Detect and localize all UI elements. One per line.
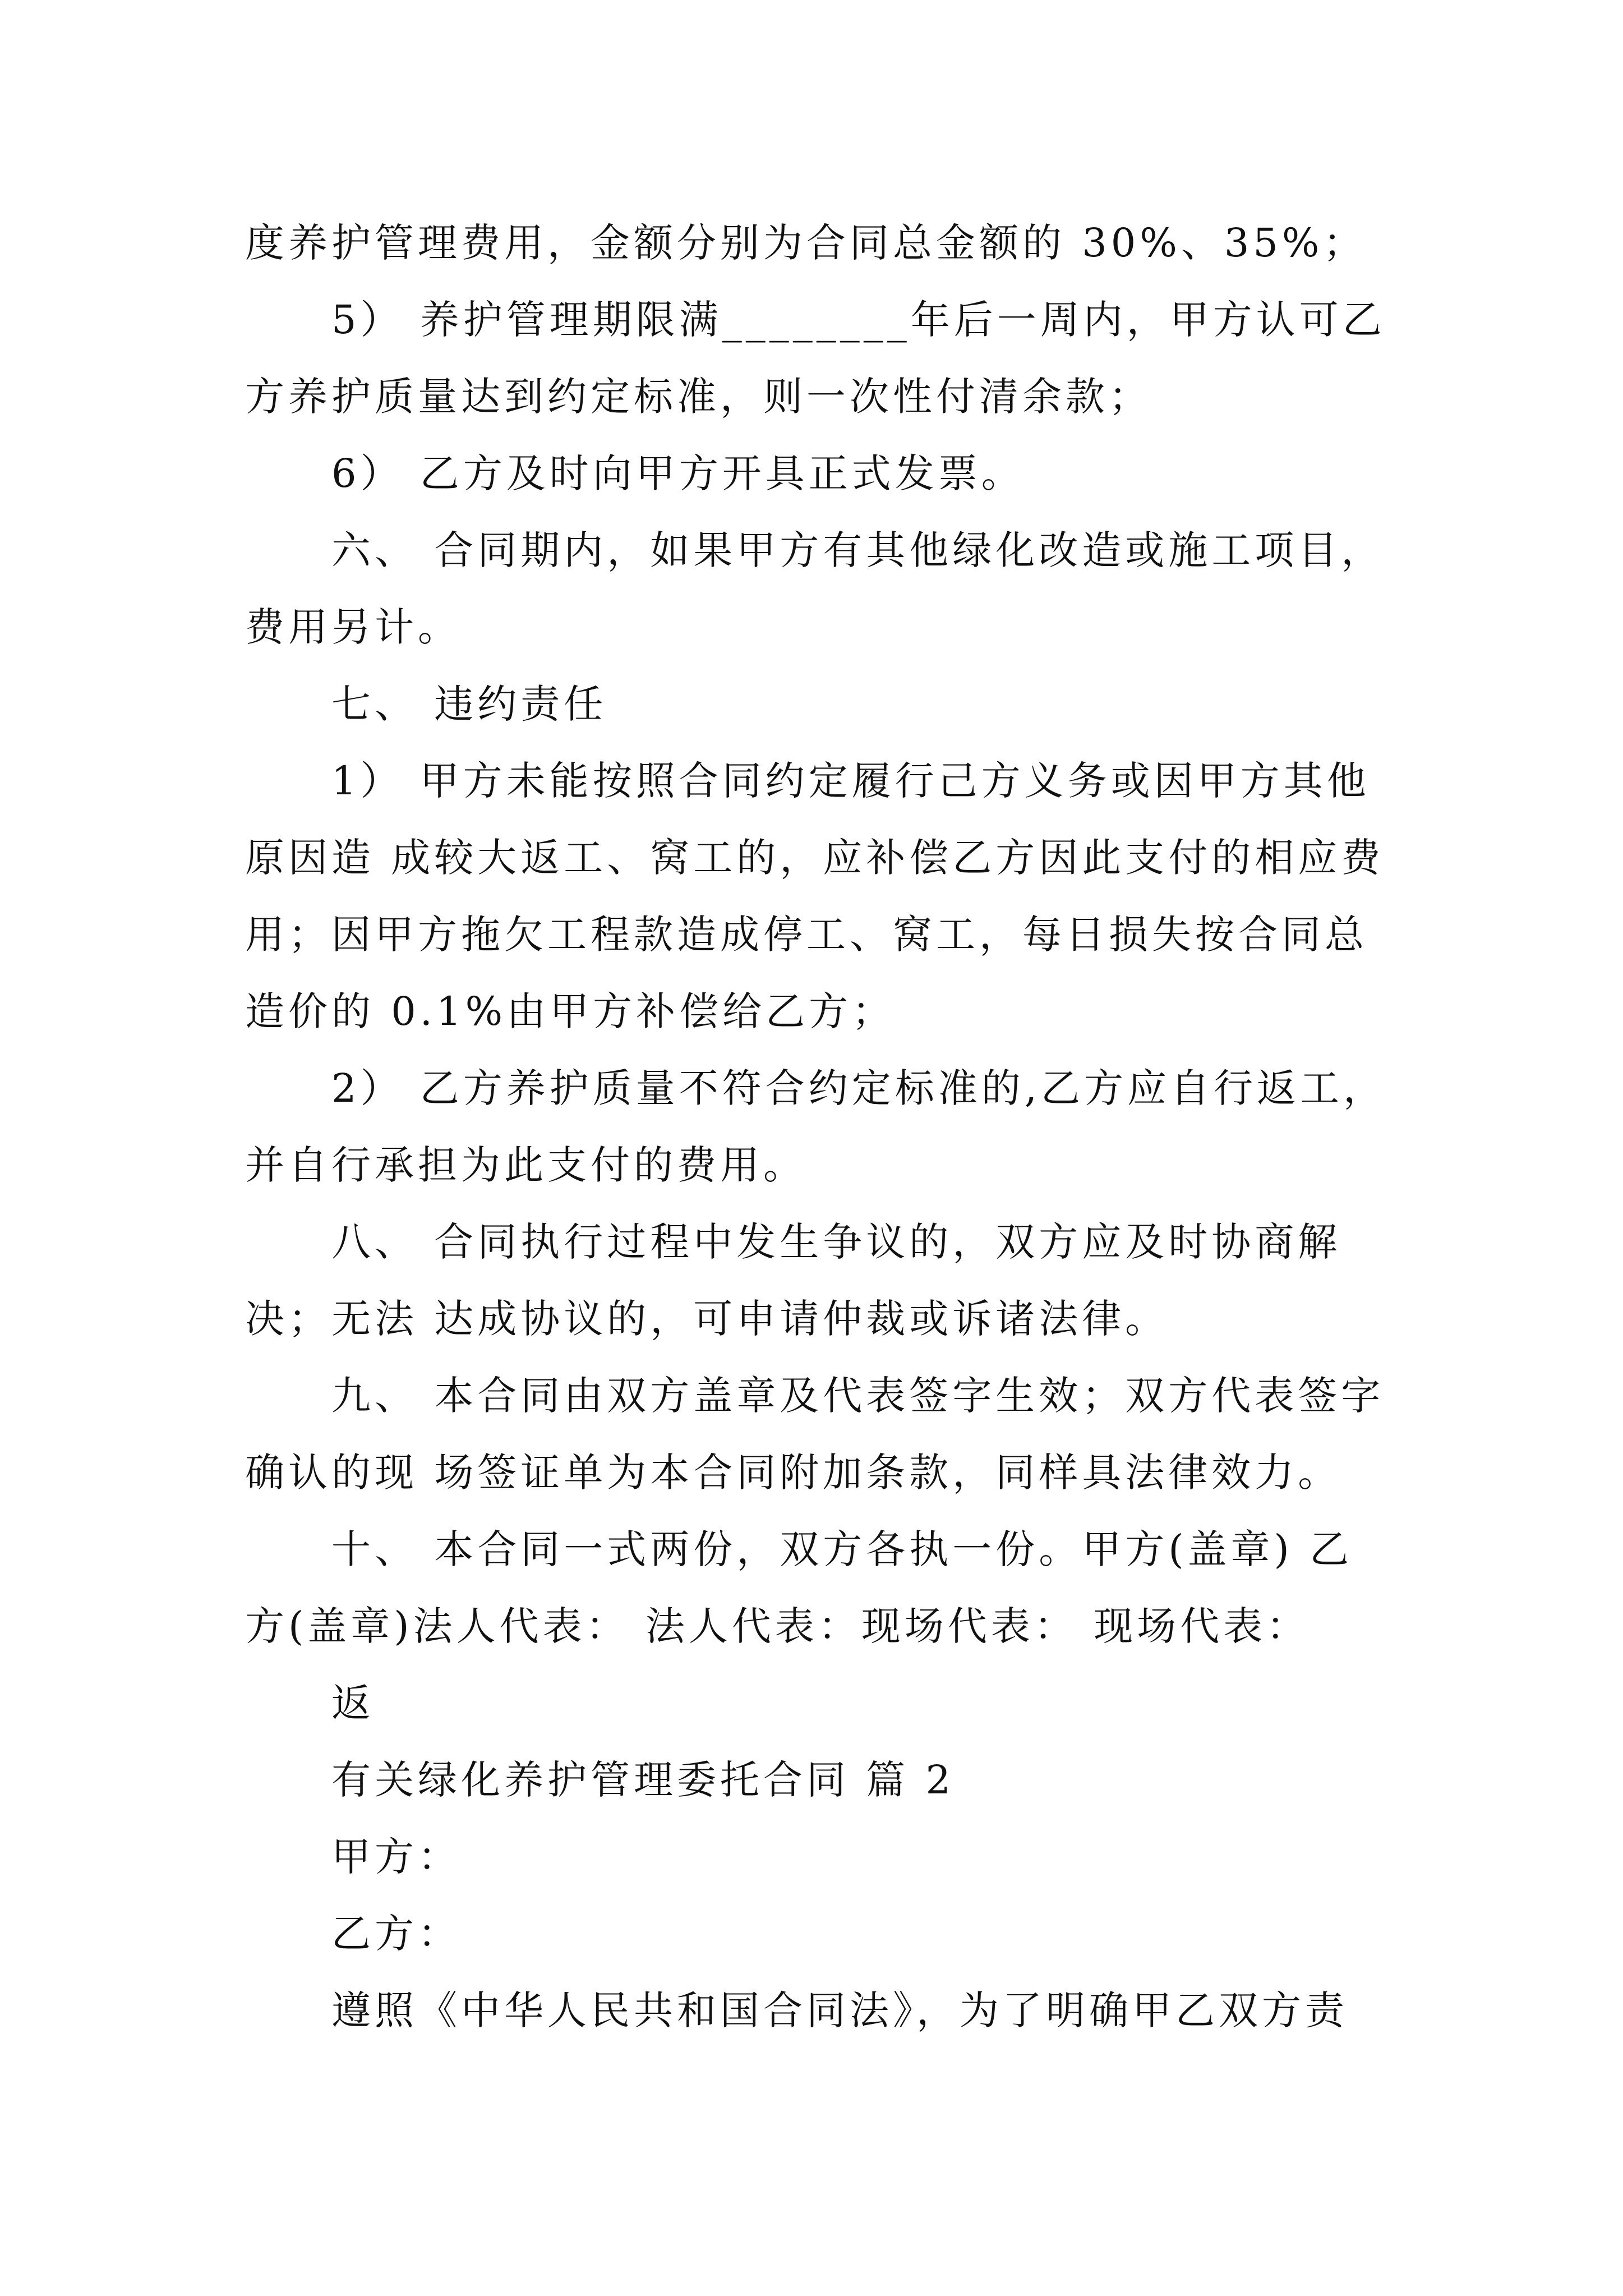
- paragraph-item-6: 6） 乙方及时向甲方开具正式发票。: [331, 450, 1025, 496]
- paragraph-contract-2-title: 有关绿化养护管理委托合同 篇 2: [331, 1757, 955, 1803]
- paragraph-section-10: 十、 本合同一式两份，双方各执一份。甲方(盖章) 乙方(盖章)法人代表： 法人代表：现场代表： 现场代表：: [245, 1526, 1353, 1649]
- paragraph-fee-amounts: 度养护管理费用，金额分别为合同总金额的 30%、35%；: [245, 220, 1367, 266]
- paragraph-preamble: 遵照《中华人民共和国合同法》，为了明确甲乙双方责: [331, 1987, 1348, 2033]
- paragraph-party-a: 甲方：: [331, 1834, 461, 1880]
- paragraph-section-8: 八、 合同执行过程中发生争议的，双方应及时协商解决；无法 达成协议的，可申请仲裁或诉诸法律。: [245, 1219, 1341, 1342]
- paragraph-section-9: 九、 本合同由双方盖章及代表签字生效；双方代表签字确认的现 场签证单为本合同附加条款，同样具法律效力。: [245, 1373, 1385, 1496]
- paragraph-breach-1: 1） 甲方未能按照合同约定履行己方义务或因甲方其他原因造 成较大返工、窝工的，应补偿乙方因此支付的相应费用；因甲方拖欠工程款造成停工、窝工，每日损失按合同总造价的 0.1%由甲方补偿给乙方；: [245, 758, 1385, 1034]
- paragraph-return: 返: [331, 1680, 375, 1726]
- paragraph-item-5: 5） 养护管理期限满________年后一周内，甲方认可乙方养护质量达到约定标准，则一次性付清余款；: [245, 297, 1386, 420]
- paragraph-breach-2: 2） 乙方养护质量不符合约定标准的,乙方应自行返工，并自行承担为此支付的费用。: [245, 1065, 1387, 1188]
- paragraph-section-7-heading: 七、 违约责任: [331, 681, 607, 727]
- paragraph-section-6: 六、 合同期内，如果甲方有其他绿化改造或施工项目，费用另计。: [245, 527, 1385, 650]
- paragraph-party-b: 乙方：: [331, 1911, 461, 1957]
- document-body: [245, 205, 1395, 2049]
